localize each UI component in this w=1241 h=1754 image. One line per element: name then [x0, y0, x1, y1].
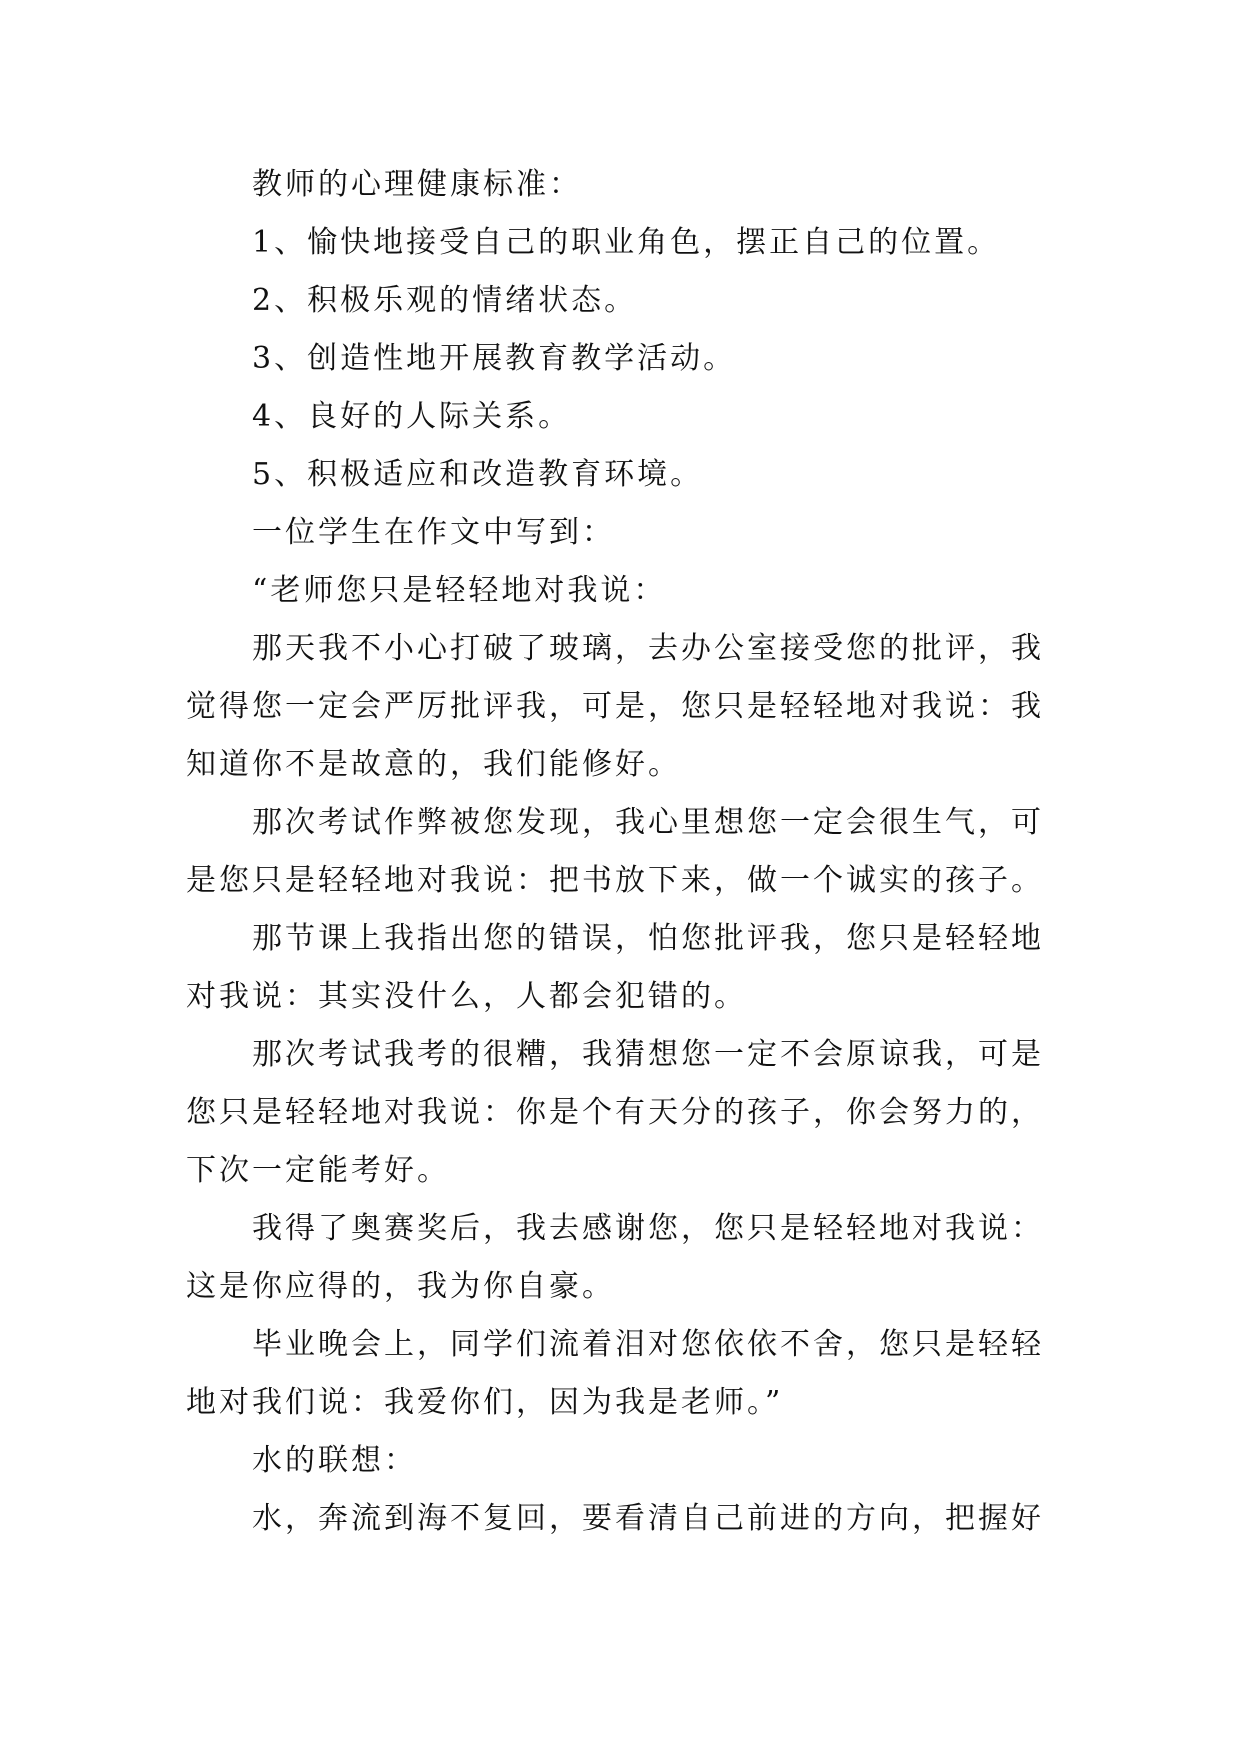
student-essay-intro: 一位学生在作文中写到：	[252, 515, 615, 550]
essay-paragraph-cheating: 那次考试作弊被您发现，我心里想您一定会很生气，可是您只是轻轻地对我说：把书放下来，做一个诚实的孩子。	[186, 805, 1044, 898]
list-item-4: 4、良好的人际关系。	[252, 399, 572, 434]
essay-paragraph-broken-glass: 那天我不小心打破了玻璃，去办公室接受您的批评，我觉得您一定会严厉批评我，可是，您只是轻轻地对我说：我知道你不是故意的，我们能修好。	[186, 631, 1044, 782]
essay-quote-opening: “老师您只是轻轻地对我说：	[252, 573, 667, 608]
essay-paragraph-olympiad-award: 我得了奥赛奖后，我去感谢您，您只是轻轻地对我说：这是你应得的，我为你自豪。	[186, 1211, 1044, 1304]
heading-water-association: 水的联想：	[252, 1443, 417, 1478]
document-body	[186, 156, 1052, 1548]
essay-paragraph-bad-exam: 那次考试我考的很糟，我猜想您一定不会原谅我，可是您只是轻轻地对我说：你是个有天分的孩子，你会努力的，下次一定能考好。	[186, 1037, 1044, 1188]
essay-paragraph-graduation-party: 毕业晚会上，同学们流着泪对您依依不舍，您只是轻轻地对我们说：我爱你们，因为我是老师。”	[186, 1327, 1044, 1420]
water-association-paragraph: 水，奔流到海不复回，要看清自己前进的方向，把握好	[252, 1501, 1044, 1536]
essay-paragraph-pointing-out-mistake: 那节课上我指出您的错误，怕您批评我，您只是轻轻地对我说：其实没什么，人都会犯错的。	[186, 921, 1044, 1014]
list-item-5: 5、积极适应和改造教育环境。	[252, 457, 704, 492]
list-item-1: 1、愉快地接受自己的职业角色，摆正自己的位置。	[252, 225, 1001, 260]
heading-teacher-mental-health-standards: 教师的心理健康标准：	[252, 167, 582, 202]
list-item-3: 3、创造性地开展教育教学活动。	[252, 341, 737, 376]
list-item-2: 2、积极乐观的情绪状态。	[252, 283, 638, 318]
